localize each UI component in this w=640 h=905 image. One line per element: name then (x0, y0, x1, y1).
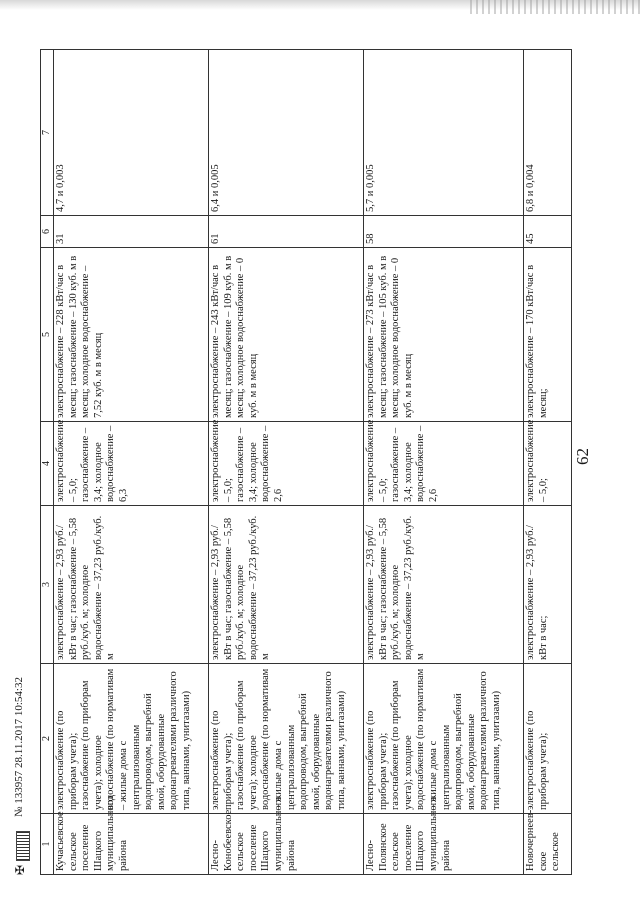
services-cell: электроснабжение (по приборам учета); газоснабжение (по приборам учета); холодное водоснабжение (по нормативам – жилые дома с централизованным водопроводом, выгребной ямой, оборудованные водонагревателями различного типа, ваннами, унитазами) (364, 664, 524, 814)
count-cell: 31 (54, 216, 209, 248)
table-row (524, 50, 572, 875)
share-cell: 6,4 и 0,005 (209, 50, 364, 216)
header-cell-6: 6 (41, 216, 54, 248)
document-footer (4, 545, 34, 875)
document-registration-id: № 133957 28.11.2017 10:54:32 (13, 677, 25, 817)
growth-cell: электроснабжение – 5,0; газоснабжение – 3,4; холодное водоснабжение – 2,6 (364, 422, 524, 506)
count-cell: 61 (209, 216, 364, 248)
share-cell: 4,7 и 0,003 (54, 50, 209, 216)
volumes-cell: электроснабжение – 170 кВт/час в месяц; (524, 248, 572, 422)
volumes-cell: электроснабжение – 243 кВт/час в месяц; газоснабжение – 109 куб. м в месяц; холодное водоснабжение – 0 куб. м в месяц (209, 248, 364, 422)
tariff-table (40, 49, 572, 875)
header-cell-3: 3 (41, 506, 54, 664)
table-row (54, 50, 209, 875)
services-cell: электроснабжение (по приборам учета); газоснабжение (по приборам учета); холодное водоснабжение (по нормативам – жилые дома с централизованным водопроводом, выгребной ямой, оборудованные водонагревателями различного типа, ваннами, унитазами) (54, 664, 209, 814)
services-cell: электроснабжение (по приборам учета); газоснабжение (по приборам учета); холодное водоснабжение (по нормативам – жилые дома с централизованным водопроводом, выгребной ямой, оборудованные водонагревателями различного типа, ваннами, унитазами) (209, 664, 364, 814)
header-row (41, 50, 54, 875)
count-cell: 58 (364, 216, 524, 248)
header-cell-5: 5 (41, 248, 54, 422)
tariffs-cell: электроснабжение – 2,93 руб./кВт в час; газоснабжение – 5,58 руб./куб. м; холодное водоснабжение – 37,23 руб./куб. м (364, 506, 524, 664)
tariffs-cell: электроснабжение – 2,93 руб./кВт в час; газоснабжение – 5,58 руб./куб. м; холодное водоснабжение – 37,23 руб./куб. м (54, 506, 209, 664)
services-cell: электроснабжение (по приборам учета); (524, 664, 572, 814)
eagle-emblem-icon: ✠ (13, 864, 27, 875)
share-cell: 5,7 и 0,005 (364, 50, 524, 216)
header-cell-7: 7 (41, 50, 54, 216)
header-cell-4: 4 (41, 422, 54, 506)
count-cell: 45 (524, 216, 572, 248)
growth-cell: электроснабжение – 5,0; газоснабжение – 3,4; холодное водоснабжение – 2,6 (209, 422, 364, 506)
barcode-icon (16, 831, 30, 861)
volumes-cell: электроснабжение – 273 кВт/час в месяц; газоснабжение – 105 куб. м в месяц; холодное водоснабжение – 0 куб. м в месяц (364, 248, 524, 422)
table-row (364, 50, 524, 875)
header-cell-1: 1 (41, 814, 54, 875)
tariffs-cell: электроснабжение – 2,93 руб./кВт в час; газоснабжение – 5,58 руб./куб. м; холодное водоснабжение – 37,23 руб./куб. м (209, 506, 364, 664)
volumes-cell: электроснабжение – 228 кВт/час в месяц; газоснабжение – 130 куб. м в месяц; холодное водоснабжение – 7,52 куб. м в месяц (54, 248, 209, 422)
share-cell: 6,8 и 0,004 (524, 50, 572, 216)
municipality-cell: Новочернеев-ское сельское (524, 814, 572, 875)
municipality-cell: Лесно-Конобеевское сельское поселение Шацкого муниципального района (209, 814, 364, 875)
header-cell-2: 2 (41, 664, 54, 814)
municipality-cell: Лесно-Полянское сельское поселение Шацкого муниципального района (364, 814, 524, 875)
page-number: 62 (573, 448, 592, 465)
tariffs-cell: электроснабжение – 2,93 руб./кВт в час; (524, 506, 572, 664)
municipality-cell: Кучасьевское сельское поселение Шацкого муниципального района (54, 814, 209, 875)
registration-stamp (8, 831, 32, 875)
growth-cell: электроснабжение – 5,0; газоснабжение – 3,4; холодное водоснабжение – 6,3 (54, 422, 209, 506)
table-row (209, 50, 364, 875)
growth-cell: электроснабжение – 5,0; (524, 422, 572, 506)
